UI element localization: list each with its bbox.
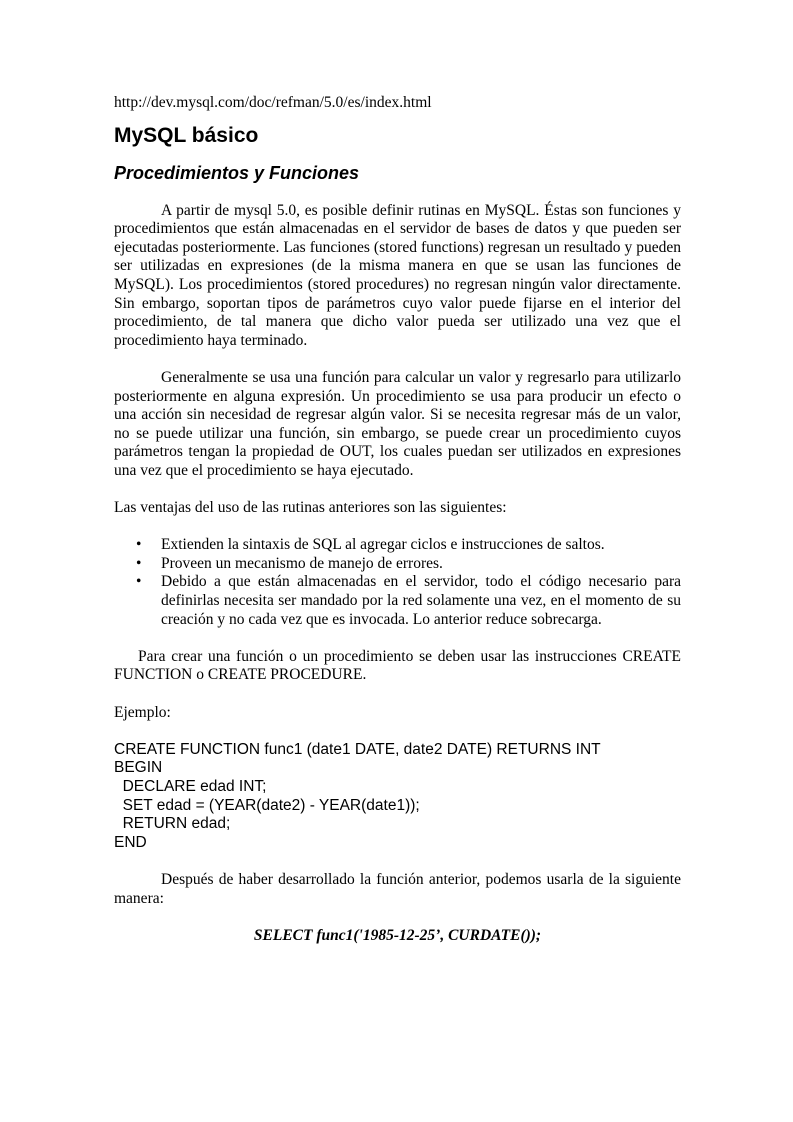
code-line: DECLARE edad INT; xyxy=(114,778,267,795)
code-block xyxy=(114,741,681,853)
after-paragraph: Después de haber desarrollado la función anterior, podemos usarla de la siguiente manera: xyxy=(114,870,681,907)
advantages-list xyxy=(114,536,681,629)
document-page xyxy=(114,94,681,945)
list-item-text: Debido a que están almacenadas en el servidor, todo el código necesario para definirlas necesita ser mandado por la red solamente una vez, en el momento de su creación y no cada vez que es invocada. Lo anterior reduce sobrecarga. xyxy=(161,573,681,628)
list-item-text: Extienden la sintaxis de SQL al agregar ciclos e instrucciones de saltos. xyxy=(161,536,605,554)
code-line: END xyxy=(114,833,147,851)
select-statement: SELECT func1('1985-12-25’, CURDATE()); xyxy=(253,926,542,944)
code-line: RETURN edad; xyxy=(114,815,231,833)
page-title: MySQL básico xyxy=(114,123,259,147)
code-line: BEGIN xyxy=(114,759,163,777)
intro-paragraph: A partir de mysql 5.0, es posible definir rutinas en MySQL. Éstas son funciones y procedimientos que están almacenadas en el servidor de bases de datos y que pueden ser ejecutadas posteriormente. Las funciones (stored functions) regresan un resultado y pueden ser utilizadas en expresiones (de la misma manera en que se usan las funciones de MySQL). Los procedimientos (stored procedures) no regresan ningún valor directamente. Sin embargo, soportan tipos de parámetros cuyo valor puede fijarse en el interior del procedimiento, de tal manera que dicho valor pueda ser utilizado una vez que el procedimiento haya terminado. xyxy=(114,201,681,349)
code-line: CREATE FUNCTION func1 (date1 DATE, date2 DATE) RETURNS INT xyxy=(114,740,601,758)
example-label: Ejemplo: xyxy=(114,703,171,721)
usage-paragraph: Generalmente se usa una función para calcular un valor y regresarlo para utilizarlo posteriormente en alguna expresión. Un procedimiento se usa para producir un efecto o una acción sin necesidad de regresar algún valor. Si se necesita regresar más de un valor, no se puede utilizar una función, sin embargo, se puede crear un procedimiento cuyos parámetros tengan la propiedad de OUT, los cuales puedan ser utilizados en expresiones una vez que el procedimiento se haya ejecutado. xyxy=(114,368,681,479)
advantages-intro: Las ventajas del uso de las rutinas anteriores son las siguientes: xyxy=(114,499,507,517)
create-paragraph: Para crear una función o un procedimiento se deben usar las instrucciones CREATE FUNCTION o CREATE PROCEDURE. xyxy=(114,647,681,684)
bullet-icon: • xyxy=(136,554,142,572)
source-url: http://dev.mysql.com/doc/refman/5.0/es/index.html xyxy=(114,94,432,111)
list-item-text: Proveen un mecanismo de manejo de errores. xyxy=(161,554,443,572)
bullet-icon: • xyxy=(136,536,142,554)
code-line: SET edad = (YEAR(date2) - YEAR(date1)); xyxy=(114,796,420,814)
list-item xyxy=(114,573,681,629)
list-item xyxy=(114,536,681,555)
list-item xyxy=(114,555,681,574)
bullet-icon: • xyxy=(136,573,142,591)
section-title: Procedimientos y Funciones xyxy=(114,162,360,183)
